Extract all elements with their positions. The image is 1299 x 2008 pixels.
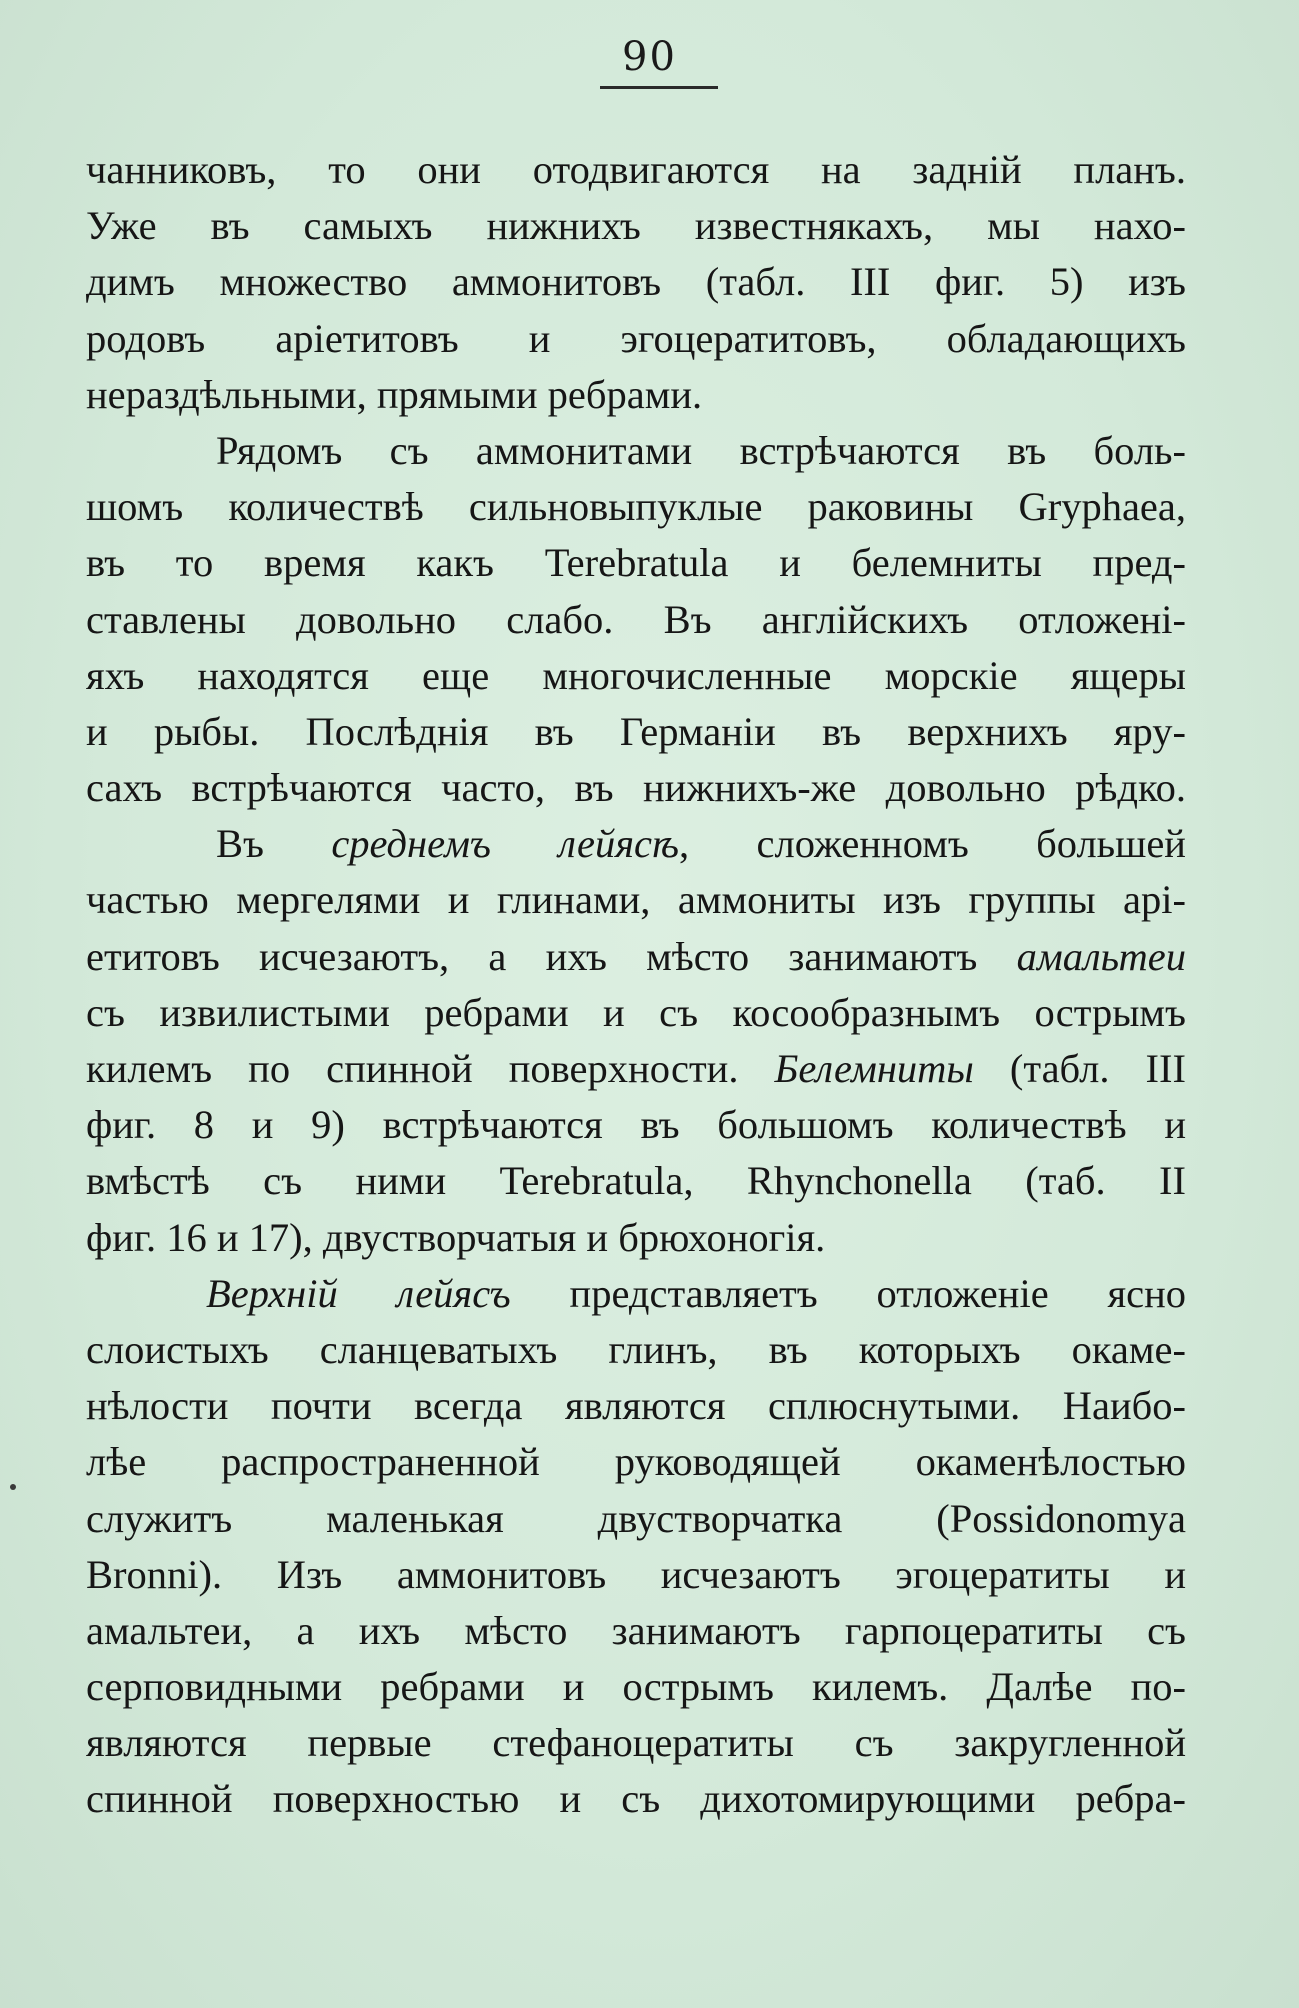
text-run: представляетъ отложенiе ясно bbox=[510, 1270, 1186, 1316]
text-line bbox=[86, 1041, 1186, 1097]
text-run: служитъ маленькая двустворчатка (Possidonomya bbox=[86, 1495, 1186, 1541]
text-run: , сложенномъ большей bbox=[679, 821, 1186, 867]
text-run: етитовъ исчезаютъ, а ихъ мѣсто занимаютъ bbox=[86, 933, 1017, 979]
text-line bbox=[86, 1322, 1186, 1378]
text-line bbox=[86, 1434, 1186, 1490]
text-line bbox=[86, 1210, 1186, 1266]
text-line bbox=[86, 872, 1186, 928]
paragraph bbox=[86, 423, 1186, 816]
text-run: Рядомъ съ аммонитами встрѣчаются въ боль- bbox=[216, 427, 1186, 473]
text-line bbox=[86, 367, 1186, 423]
italic-term: Белемниты bbox=[774, 1046, 974, 1091]
text-run: яхъ находятся еще многочисленные морскiе ящеры bbox=[86, 652, 1186, 698]
text-line bbox=[86, 535, 1186, 591]
text-line bbox=[86, 1771, 1186, 1827]
text-run: Уже въ самыхъ нижнихъ известнякахъ, мы нахо- bbox=[86, 203, 1186, 249]
text-run: Bronni). Изъ аммонитовъ исчезаютъ эгоцератиты и bbox=[86, 1551, 1186, 1597]
text-run: въ то время какъ Terebratula и белемниты пред- bbox=[86, 540, 1186, 586]
text-run: фиг. 8 и 9) встрѣчаются въ большомъ количествѣ и bbox=[86, 1102, 1186, 1148]
text-line bbox=[86, 1097, 1186, 1153]
italic-term: Верхнiй лейясъ bbox=[206, 1270, 511, 1316]
text-run: вмѣстѣ съ ними Terebratula, Rhynchonella (таб. II bbox=[86, 1158, 1186, 1204]
text-run: съ извилистыми ребрами и съ косообразнымъ острымъ bbox=[86, 989, 1186, 1035]
text-line bbox=[86, 1547, 1186, 1603]
text-run: фиг. 16 и 17), двустворчатыя и брюхоногiя. bbox=[86, 1214, 826, 1260]
italic-term: среднемъ лейясѣ bbox=[331, 821, 680, 867]
text-line bbox=[86, 1659, 1186, 1715]
text-line bbox=[86, 760, 1186, 816]
page-number-rule bbox=[600, 86, 718, 89]
text-run: нѣлости почти всегда являются сплюснутыми. Наибо- bbox=[86, 1383, 1186, 1429]
text-run: Въ bbox=[216, 821, 332, 867]
text-line bbox=[86, 1715, 1186, 1771]
text-line bbox=[86, 1153, 1186, 1209]
text-line bbox=[86, 1266, 1186, 1322]
text-run: слоистыхъ сланцеватыхъ глинъ, въ которыхъ окаме- bbox=[86, 1326, 1186, 1372]
paragraph bbox=[86, 142, 1186, 423]
text-run: шомъ количествѣ сильновыпуклые раковины Gryphaea, bbox=[86, 484, 1186, 530]
text-line bbox=[86, 816, 1186, 872]
text-run: родовъ арiетитовъ и эгоцератитовъ, обладающихъ bbox=[86, 315, 1186, 361]
text-run: спинной поверхностью и съ дихотомирующими ребра- bbox=[86, 1776, 1186, 1822]
text-run: и рыбы. Послѣднiя въ Германiи въ верхнихъ яру- bbox=[86, 708, 1186, 754]
text-run: сахъ встрѣчаются часто, въ нижнихъ-же довольно рѣдко. bbox=[86, 765, 1186, 811]
text-run: димъ множество аммонитовъ (табл. III фиг. 5) изъ bbox=[86, 259, 1186, 305]
text-line bbox=[86, 704, 1186, 760]
text-line bbox=[86, 142, 1186, 198]
text-line bbox=[86, 479, 1186, 535]
text-line bbox=[86, 254, 1186, 310]
text-run: частью мергелями и глинами, аммониты изъ группы арi- bbox=[86, 877, 1186, 923]
text-line bbox=[86, 1491, 1186, 1547]
text-run: чанниковъ, то они отодвигаются на заднiй планъ. bbox=[86, 147, 1186, 192]
text-run: килемъ по спинной поверхности. bbox=[86, 1046, 775, 1091]
italic-term: амальтеи bbox=[1016, 933, 1186, 979]
text-run: лѣе распространенной руководящей окаменѣлостью bbox=[86, 1439, 1186, 1485]
text-line bbox=[86, 311, 1186, 367]
paragraph bbox=[86, 1266, 1186, 1828]
text-run: ставлены довольно слабо. Въ англiйскихъ отложенi- bbox=[86, 596, 1186, 642]
text-line bbox=[86, 985, 1186, 1041]
text-run: (табл. III bbox=[973, 1046, 1186, 1091]
text-line bbox=[86, 198, 1186, 254]
body-text bbox=[86, 142, 1186, 1828]
page-number: 90 bbox=[622, 34, 677, 80]
text-line bbox=[86, 648, 1186, 704]
text-line bbox=[86, 1378, 1186, 1434]
text-run: нераздѣльными, прямыми ребрами. bbox=[86, 371, 703, 417]
print-speck bbox=[10, 1484, 16, 1490]
text-run: серповидными ребрами и острымъ килемъ. Далѣе по- bbox=[86, 1664, 1186, 1710]
text-line bbox=[86, 929, 1186, 985]
text-line bbox=[86, 423, 1186, 479]
text-line bbox=[86, 592, 1186, 648]
paragraph bbox=[86, 816, 1186, 1266]
text-run: являются первые стефаноцератиты съ закругленной bbox=[86, 1720, 1186, 1766]
text-line bbox=[86, 1603, 1186, 1659]
text-run: амальтеи, а ихъ мѣсто занимаютъ гарпоцератиты съ bbox=[86, 1607, 1186, 1653]
